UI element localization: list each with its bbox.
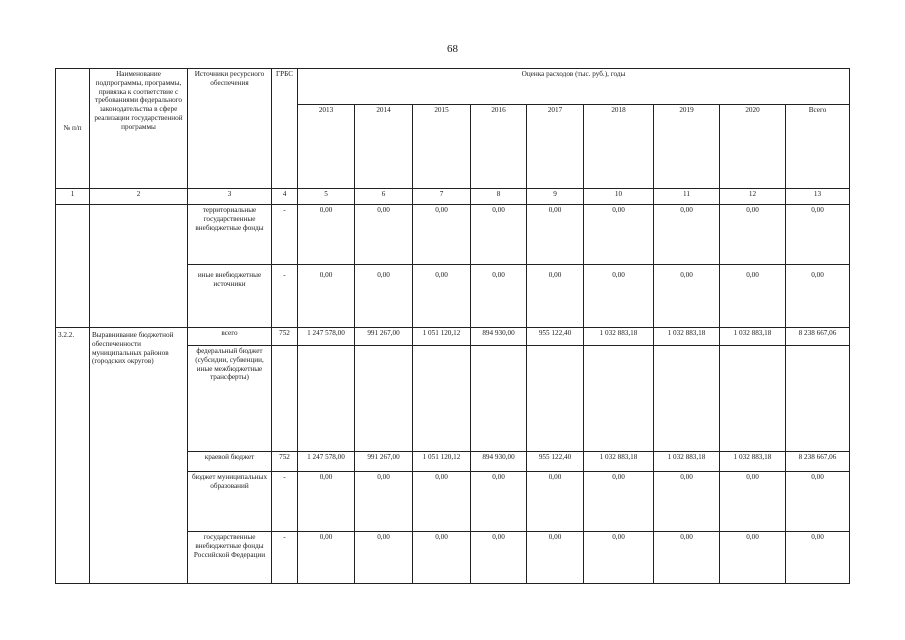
- header-col-estimate: Оценка расходов (тыс. руб.), годы: [298, 69, 850, 105]
- column-number: 4: [272, 189, 298, 205]
- header-year: 2017: [527, 105, 584, 189]
- value-cell-total: 0,00: [786, 265, 850, 328]
- column-number-row: [56, 189, 850, 205]
- value-cell-total: 0,00: [786, 205, 850, 265]
- value-cell: 1 051 120,12: [413, 452, 471, 472]
- value-cell: 0,00: [471, 265, 527, 328]
- value-cell: 1 247 578,00: [298, 452, 355, 472]
- value-cell: 0,00: [720, 532, 786, 584]
- column-number: 6: [355, 189, 413, 205]
- table-row: [56, 328, 850, 346]
- column-number: 7: [413, 189, 471, 205]
- grbs-cell: 752: [272, 328, 298, 346]
- value-cell-total: 8 238 667,06: [786, 328, 850, 346]
- value-cell: 0,00: [527, 472, 584, 532]
- header-year: 2020: [720, 105, 786, 189]
- value-cell: 894 930,00: [471, 452, 527, 472]
- source-cell: иные внебюджетные источники: [188, 265, 272, 328]
- value-cell: 1 247 578,00: [298, 328, 355, 346]
- value-cell-total: 0,00: [786, 472, 850, 532]
- value-cell: 1 032 883,18: [584, 452, 654, 472]
- value-cell: 894 930,00: [471, 328, 527, 346]
- value-cell: 1 032 883,18: [720, 328, 786, 346]
- value-cell: 955 122,40: [527, 452, 584, 472]
- header-col-grbs: ГРБС: [272, 69, 298, 189]
- value-cell-total: [786, 346, 850, 452]
- source-cell: всего: [188, 328, 272, 346]
- value-cell-total: 8 238 667,06: [786, 452, 850, 472]
- value-cell: 0,00: [584, 265, 654, 328]
- value-cell: 0,00: [355, 265, 413, 328]
- column-number: 1: [56, 189, 90, 205]
- value-cell: 0,00: [527, 532, 584, 584]
- header-col-no: № п/п: [56, 69, 90, 189]
- value-cell: 0,00: [355, 472, 413, 532]
- value-cell: 0,00: [355, 532, 413, 584]
- column-number: 9: [527, 189, 584, 205]
- grbs-cell: -: [272, 472, 298, 532]
- grbs-cell: 752: [272, 452, 298, 472]
- header-col-sources: Источники ресурсного обеспечения: [188, 69, 272, 189]
- value-cell: 0,00: [298, 205, 355, 265]
- value-cell: 1 032 883,18: [720, 452, 786, 472]
- column-number: 11: [654, 189, 720, 205]
- value-cell: 0,00: [720, 472, 786, 532]
- value-cell: 0,00: [471, 532, 527, 584]
- value-cell: [471, 346, 527, 452]
- value-cell: [527, 346, 584, 452]
- value-cell: [298, 346, 355, 452]
- value-cell: 0,00: [654, 532, 720, 584]
- value-cell: 0,00: [413, 205, 471, 265]
- source-cell: бюджет муниципальных образований: [188, 472, 272, 532]
- value-cell: 991 267,00: [355, 328, 413, 346]
- source-cell: государственные внебюджетные фонды Российской Федерации: [188, 532, 272, 584]
- value-cell: 0,00: [471, 472, 527, 532]
- value-cell: 1 032 883,18: [654, 452, 720, 472]
- value-cell: 955 122,40: [527, 328, 584, 346]
- value-cell: 0,00: [584, 472, 654, 532]
- source-cell: краевой бюджет: [188, 452, 272, 472]
- value-cell: 0,00: [298, 472, 355, 532]
- value-cell: [413, 346, 471, 452]
- value-cell-total: 0,00: [786, 532, 850, 584]
- value-cell: 1 051 120,12: [413, 328, 471, 346]
- header-year: 2016: [471, 105, 527, 189]
- value-cell: 0,00: [720, 205, 786, 265]
- header-year: 2018: [584, 105, 654, 189]
- grbs-cell: -: [272, 265, 298, 328]
- budget-table: [55, 68, 850, 584]
- value-cell: 1 032 883,18: [654, 328, 720, 346]
- value-cell: [654, 346, 720, 452]
- value-cell: 0,00: [355, 205, 413, 265]
- value-cell: 0,00: [413, 532, 471, 584]
- value-cell: 0,00: [584, 532, 654, 584]
- group-name: Выравнивание бюджетной обеспеченности муниципальных районов (городских округов): [90, 328, 188, 584]
- empty-no-cell: [56, 205, 90, 328]
- grbs-cell: [272, 346, 298, 452]
- column-number: 5: [298, 189, 355, 205]
- value-cell: 0,00: [413, 472, 471, 532]
- header-col-name: Наименование подпрограммы, программы, привязка к соответствие с требованиями федерального законодательства в сфере реализации государственной программы: [90, 69, 188, 189]
- source-cell: федеральный бюджет (субсидии, субвенции, иные межбюджетные трансферты): [188, 346, 272, 452]
- table-row: [56, 205, 850, 265]
- value-cell: 0,00: [413, 265, 471, 328]
- grbs-cell: -: [272, 205, 298, 265]
- header-year: 2014: [355, 105, 413, 189]
- value-cell: 0,00: [654, 472, 720, 532]
- group-number: 3.2.2.: [56, 328, 90, 584]
- value-cell: 0,00: [584, 205, 654, 265]
- empty-name-cell: [90, 205, 188, 328]
- value-cell: [584, 346, 654, 452]
- header-year-total: Всего: [786, 105, 850, 189]
- value-cell: 0,00: [471, 205, 527, 265]
- value-cell: 0,00: [654, 265, 720, 328]
- column-number: 3: [188, 189, 272, 205]
- value-cell: 0,00: [298, 265, 355, 328]
- value-cell: 0,00: [527, 205, 584, 265]
- column-number: 12: [720, 189, 786, 205]
- column-number: 13: [786, 189, 850, 205]
- value-cell: [720, 346, 786, 452]
- page-number: 68: [447, 43, 458, 55]
- column-number: 8: [471, 189, 527, 205]
- value-cell: 0,00: [720, 265, 786, 328]
- value-cell: [355, 346, 413, 452]
- header-year: 2013: [298, 105, 355, 189]
- value-cell: 0,00: [298, 532, 355, 584]
- value-cell: 0,00: [527, 265, 584, 328]
- header-row-top: [56, 69, 850, 105]
- value-cell: 1 032 883,18: [584, 328, 654, 346]
- grbs-cell: -: [272, 532, 298, 584]
- value-cell: 991 267,00: [355, 452, 413, 472]
- header-year: 2015: [413, 105, 471, 189]
- column-number: 10: [584, 189, 654, 205]
- source-cell: территориальные государственные внебюджетные фонды: [188, 205, 272, 265]
- header-year: 2019: [654, 105, 720, 189]
- value-cell: 0,00: [654, 205, 720, 265]
- column-number: 2: [90, 189, 188, 205]
